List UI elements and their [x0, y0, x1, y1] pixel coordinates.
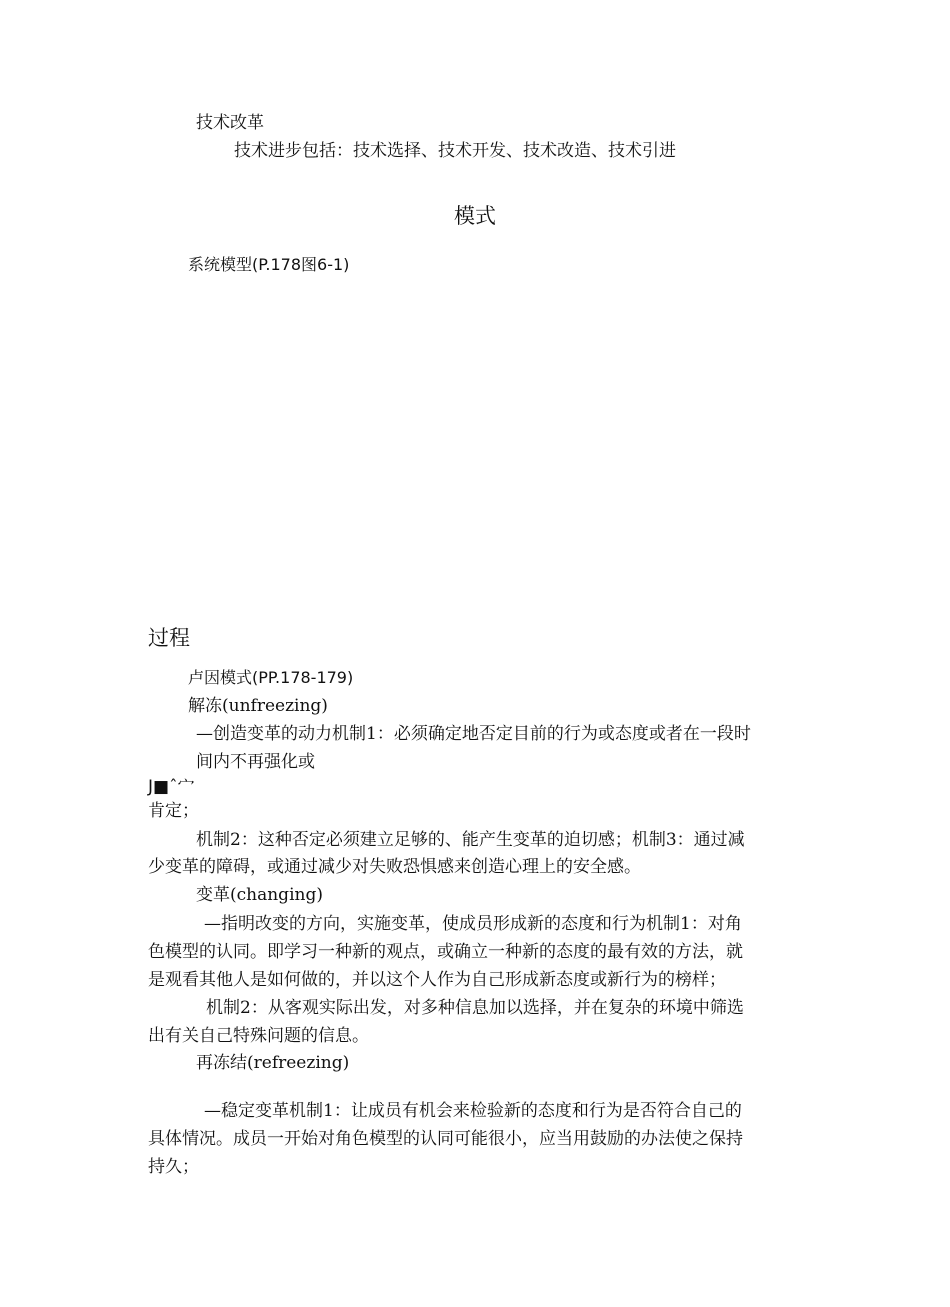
changing-line-3: 是观看其他人是如何做的，并以这个人作为自己形成新态度或新行为的榜样；	[148, 970, 726, 990]
unfreezing-line-3: 肯定；	[148, 801, 199, 821]
changing-mechanism-2-line-1: 机制2：从客观实际出发，对多种信息加以选择，并在复杂的环境中筛选	[206, 998, 744, 1018]
lewin-model-label: 卢因模式(PP.178-179)	[188, 668, 354, 687]
unfreezing-mechanism-2-line-2: 少变革的障碍，或通过减少对失败恐惧感来创造心理上的安全感。	[148, 857, 641, 877]
refreezing-line-2: 具体情况。成员一开始对角色模型的认同可能很小，应当用鼓励的办法使之保持	[148, 1129, 743, 1149]
system-model-label: 系统模型(P.178图6-1)	[188, 255, 350, 274]
refreezing-line-1: —稳定变革机制1：让成员有机会来检验新的态度和行为是否符合自己的	[204, 1101, 742, 1121]
unfreezing-mechanism-2-line-1: 机制2：这种否定必须建立足够的、能产生变革的迫切感；机制3：通过减	[196, 830, 745, 850]
changing-label: 变革(changing)	[196, 885, 323, 905]
scan-artifact-text: J■ˆ宀	[148, 777, 195, 797]
unfreezing-line-1: —创造变革的动力机制1：必须确定地否定目前的行为或态度或者在一段时	[196, 724, 751, 744]
refreezing-line-3: 持久；	[148, 1157, 199, 1177]
changing-line-1: —指明改变的方向，实施变革，使成员形成新的态度和行为机制1：对角	[204, 914, 742, 934]
changing-line-2: 色模型的认同。即学习一种新的观点，或确立一种新的态度的最有效的方法，就	[148, 942, 743, 962]
section-title-process: 过程	[148, 626, 190, 650]
tech-heading: 技术改革	[196, 113, 264, 133]
tech-progress-line: 技术进步包括：技术选择、技术开发、技术改造、技术引进	[234, 141, 676, 161]
figure-placeholder	[148, 290, 808, 610]
unfreezing-label: 解冻(unfreezing)	[188, 696, 328, 716]
changing-mechanism-2-line-2: 出有关自己特殊问题的信息。	[148, 1026, 369, 1046]
section-title-mode: 模式	[454, 204, 496, 228]
unfreezing-line-2: 间内不再强化或	[196, 752, 315, 772]
refreezing-label: 再冻结(refreezing)	[196, 1053, 350, 1073]
